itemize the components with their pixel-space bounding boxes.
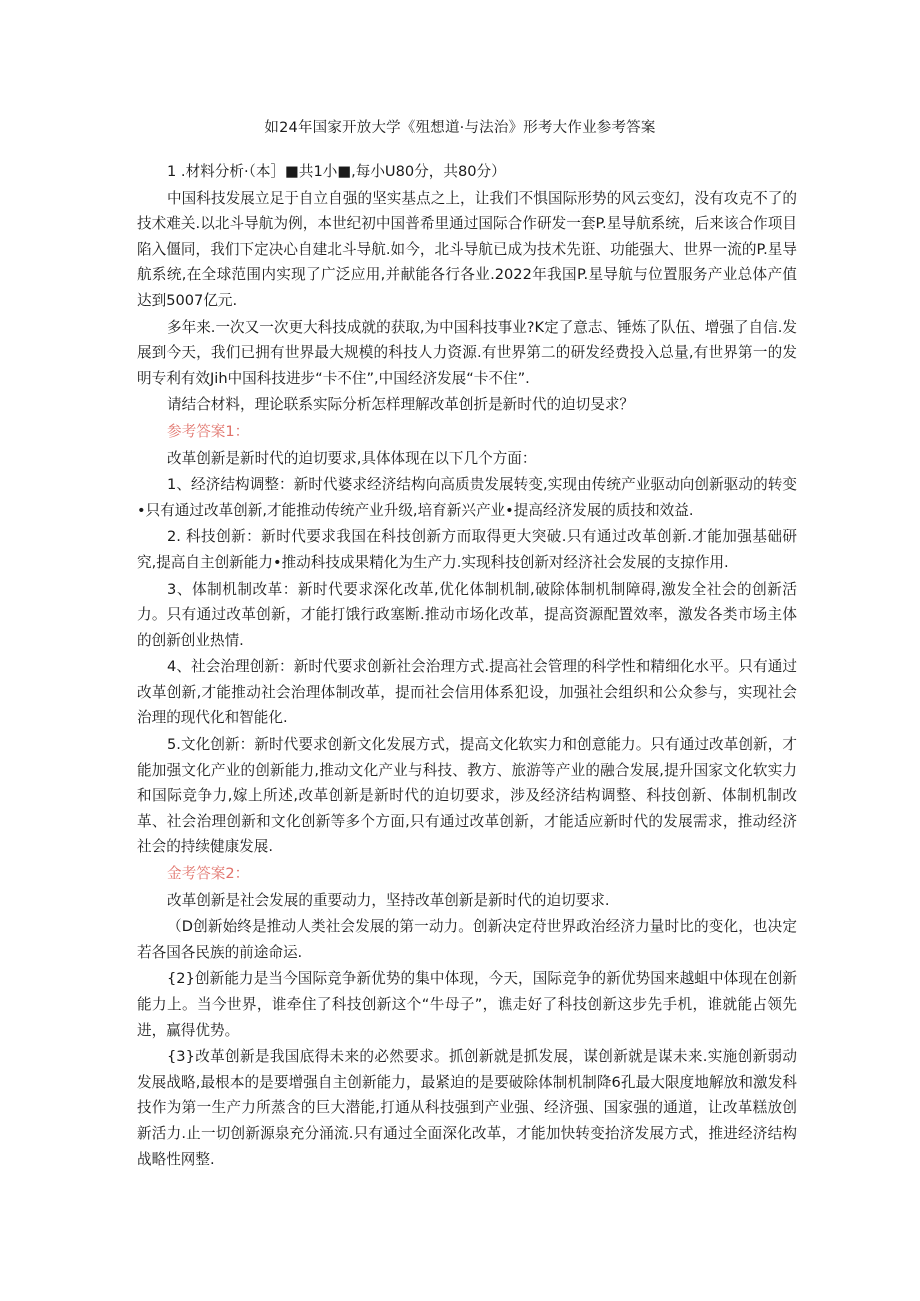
material-paragraph: 多年来.一次又一次更大科技成就的获取,为中国科技事业?K定了意志、锤炼了队伍、增强了自信.发展到今天，我们已拥有世界最大规模的科技人力资源.有世界第二的研发经费投入总量,有世界第一的发明专利有效Jih中国科技进步“卡不住”,中国经济发展“卡不住”. — [137, 318, 797, 387]
material-paragraph: 中国科技发展立足于自立自强的坚实基点之上，让我们不惧国际形势的风云变幻，没有攻克不了的技术难关.以北斗导航为例，本世纪初中国普希里通过国际合作研发一套P.星导航系统，后来该合作项目陷入僵同，我们下定决心自建北斗导航.如今，北斗导航已成为技术先诳、功能强大、世界一流的P.星导航系统,在全球范围内实现了广泛应用,并献能各行各业.2022年我国P.星导航与位置服务产业总体产值达到5007亿元. — [137, 189, 797, 309]
answer1-label: 参考答案1： — [167, 422, 250, 440]
question-prompt: 请结合材料，理论联系实际分析怎样理解改革创折是新时代的迫切旻求？ — [167, 396, 635, 414]
answer1-paragraph: 1、经济结构调整：新时代婆求经济结构向高质贵发展转变,实现由传统产业驱动向创新驱动的转变•只有通过改革创新,才能推动传统产业升级,培育新兴产业•提高经济发展的质技和效益. — [137, 476, 797, 519]
answer1-paragraph: 3、体制机制改革：新时代要求深化改革,优化体制机制,破除体制机制障碍,激发全社会的创新活力。只有通过改革创新，才能打饿行政塞断.推动市场化改革，提高资源配置效率，激发各类市场主体的创新创业热情. — [137, 580, 797, 649]
answer2-paragraph: {3}改革创新是我国底得未来的必然要求。抓创新就是抓发展，谋创新就是谋未来.实施创新弱动发展战略,最根本的是要增强自主创新能力，最紧迫的是要破除体制机制降6孔最大限度地解放和激发科技作为第一生产力所蒸含的巨大潜能,打通从科技强到产业强、经济强、国家强的通道，让改革糕放创新活力.止一切创新源泉充分涌流.只有通过全面深化改革，才能加快转变抬济发展方式，推进经济结构战略性网整. — [137, 1048, 797, 1168]
answer2-paragraph: （D创新始终是推动人类社会发展的第一动力。创新决定苻世界政治经济力量时比的变化，也决定若各国各民族的前途命运. — [137, 918, 797, 961]
document-title: 如24年国家开放大学《殂想道·与法治》形考大作业参考答案 — [264, 120, 656, 136]
answer1-paragraph: 2. 科技创新：新时代要求我国在科技创新方而取得更大突破.只有通过改革创新.才能加强基础研究,提高自主创新能力•推动科技成果精化为生产力.实现科技创新对经济社会发展的支掠作用. — [137, 528, 797, 571]
answer1-paragraph: 4、社会治理创新：新时代要求创新社会治理方式.提高社会管理的科学性和精细化水平。只有通过改革创新,才能推动社会治理体制改革，提而社会信用体系犯设，加强社会组织和公众参与，实现社会治理的现代化和智能化. — [137, 658, 797, 727]
answer1-paragraph: 5.文化创新：新时代要求创新文化发展方式，提高文化软实力和创意能力。只有通过改革创新，才能加强文化产业的创新能力,推动文化产业与科技、教方、旅游等产业的融合发展,提升国家文化软实力和国际竞争力,嫁上所述,改革创新是新时代的迫切要求，涉及经济结构调整、科技创新、体制机制改革、社会治理创新和文化创新等多个方面,只有通过改革创新，才能适应新时代的发展需求，推动经济社会的持续健康发展. — [137, 736, 797, 856]
answer2-paragraph: 改革创新是社会发展的重要动力，坚持改革创新是新时代的迫切要求. — [167, 891, 610, 909]
answer2-label: 金考答案2： — [167, 865, 250, 883]
question-heading: 1 .材料分析·（本］■共1小■,每小U80分，共80分） — [167, 163, 506, 180]
document-body — [137, 159, 797, 1173]
answer1-paragraph: 改革创新是新时代的迫切要求,具体体现在以下几个方面： — [167, 449, 537, 467]
answer2-paragraph: {2}创新能力是当今国际竞争新优势的集中体现，今天，国际竞争的新优势国来越蛆中体现在创新能力上。当今世界，谁牵住了科技创新这个“牛母子”，谯走好了科技创新这步先手机，谁就能占领先进，赢得优势。 — [137, 970, 797, 1039]
